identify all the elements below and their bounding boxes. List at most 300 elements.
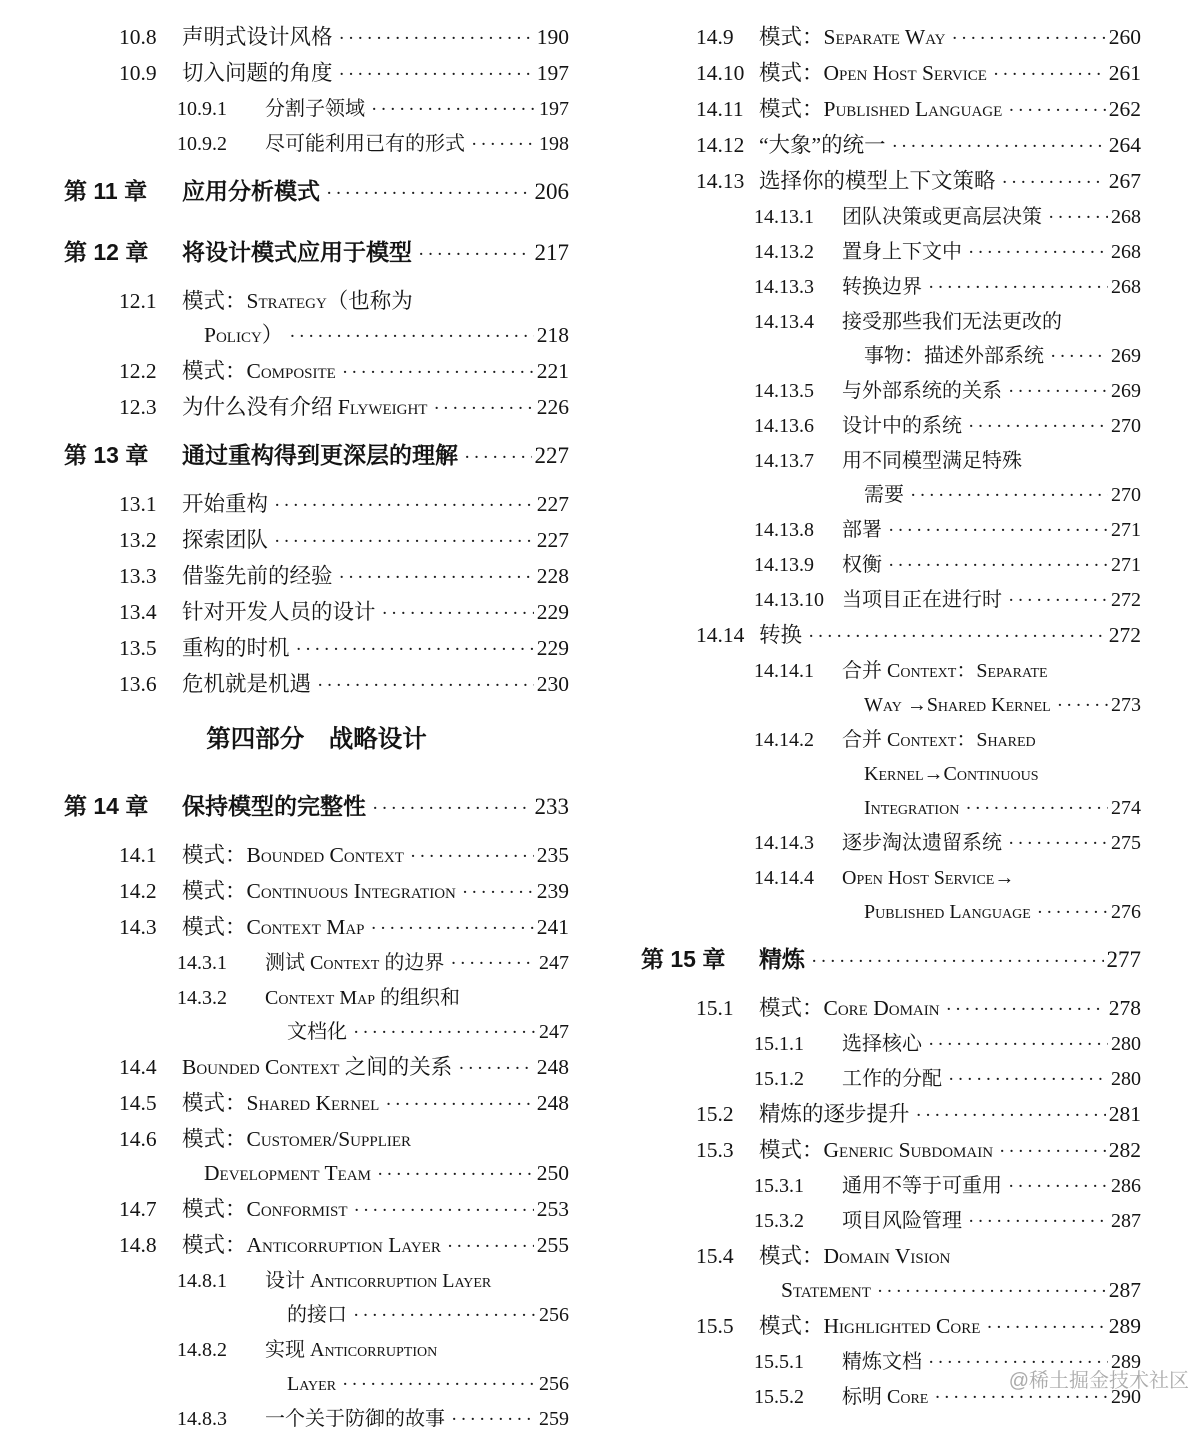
- dot-leader: [1037, 895, 1108, 930]
- page-number: 228: [536, 564, 569, 588]
- entry-body: [842, 1062, 1141, 1097]
- page-number: 250: [536, 1161, 569, 1185]
- entry-body: [759, 92, 1141, 128]
- dot-leader: [965, 791, 1108, 826]
- entry-number: 12.2: [119, 359, 157, 383]
- entry-number: 14.8.2: [177, 1339, 227, 1361]
- entry-line: [182, 487, 569, 523]
- toc-entry: [64, 667, 569, 703]
- dot-leader: [385, 1086, 533, 1122]
- entry-number: 14.6: [119, 1127, 157, 1151]
- toc-entry: [64, 390, 569, 426]
- dot-leader: [410, 838, 534, 874]
- entry-number: 14.3.2: [177, 987, 227, 1009]
- entry-line: [182, 631, 569, 667]
- entry-title-text: 借鉴先前的经验: [182, 564, 333, 588]
- entry-number: 10.9: [119, 61, 157, 85]
- dot-leader: [1008, 92, 1105, 128]
- entry-number: 14.8.1: [177, 1270, 227, 1292]
- page-number: 264: [1108, 133, 1141, 157]
- entry-number: 14.8: [119, 1233, 157, 1257]
- page-number: 198: [539, 133, 569, 155]
- dot-leader: [948, 1062, 1108, 1097]
- toc-entry: [641, 1204, 1141, 1239]
- page-number: 256: [539, 1373, 569, 1395]
- entry-body: [182, 1228, 569, 1264]
- entry-line: [182, 1156, 569, 1192]
- page-number: 197: [536, 61, 569, 85]
- toc-entry: [64, 127, 569, 162]
- watermark: @稀土掘金技术社区: [1008, 1370, 1189, 1392]
- entry-title-text: 声明式设计风格: [182, 25, 333, 49]
- entry-title-text: “大象”的统一: [759, 133, 886, 157]
- entry-body: [182, 910, 569, 946]
- dot-leader: [952, 20, 1106, 56]
- page-number: 268: [1111, 206, 1141, 228]
- entry-line: [265, 1264, 569, 1298]
- entry-number: 15.1.1: [754, 1033, 804, 1055]
- page-number: 247: [539, 1021, 569, 1043]
- entry-line: [842, 200, 1141, 235]
- page-number: 268: [1111, 276, 1141, 298]
- entry-title-text: 当项目正在进行时: [842, 589, 1002, 611]
- page-number: 226: [536, 395, 569, 419]
- entry-body: [842, 861, 1141, 930]
- entry-body: [182, 523, 569, 559]
- entry-title-text: 应用分析模式: [182, 178, 320, 204]
- toc-entry: [64, 631, 569, 667]
- entry-body: [265, 1402, 569, 1437]
- entry-line: [182, 910, 569, 946]
- dot-leader: [382, 595, 534, 631]
- dot-leader: [372, 790, 532, 826]
- entry-line: [759, 942, 1141, 979]
- entry-body: [842, 444, 1141, 513]
- entry-number: 14.13.9: [754, 554, 814, 576]
- toc-entry: [641, 444, 1141, 513]
- dot-leader: [371, 92, 536, 127]
- entry-line: [182, 354, 569, 390]
- page-number: 259: [539, 1408, 569, 1430]
- page-number: 281: [1108, 1102, 1141, 1126]
- page-number: 273: [1111, 694, 1141, 716]
- toc-entry: [64, 1402, 569, 1437]
- entry-title-text: 尽可能利用已有的形式: [265, 133, 465, 155]
- entry-line: [182, 56, 569, 92]
- dot-leader: [339, 56, 534, 92]
- entry-number: 15.3: [696, 1138, 734, 1162]
- entry-line: [759, 1309, 1141, 1345]
- entry-title-text: 设计 Anticorruption Layer: [265, 1270, 492, 1292]
- entry-line: [182, 595, 569, 631]
- toc-entry: [64, 981, 569, 1050]
- entry-number: 14.7: [119, 1197, 157, 1221]
- dot-leader: [342, 354, 534, 390]
- dot-leader: [274, 487, 534, 523]
- dot-leader: [1008, 826, 1108, 861]
- entry-title-text: Bounded Context 之间的关系: [182, 1055, 453, 1079]
- entry-line: [182, 235, 569, 272]
- toc-entry: [641, 1097, 1141, 1133]
- entry-line: [842, 1169, 1141, 1204]
- entry-line: [842, 444, 1141, 478]
- entry-title-text: 模式：Separate Way: [759, 25, 946, 49]
- entry-line: [842, 895, 1141, 930]
- entry-line: [842, 583, 1141, 618]
- entry-line: [265, 1367, 569, 1402]
- dot-leader: [451, 1402, 536, 1437]
- page-number: 269: [1111, 380, 1141, 402]
- entry-number: 13.5: [119, 636, 157, 660]
- entry-number: 14.8.3: [177, 1408, 227, 1430]
- dot-leader: [811, 943, 1104, 979]
- entry-body: [182, 1050, 569, 1086]
- page-number: 267: [1108, 169, 1141, 193]
- entry-number: 15.1: [696, 996, 734, 1020]
- entry-title-text: 需要: [864, 484, 904, 506]
- entry-line: [842, 791, 1141, 826]
- entry-line: [842, 305, 1141, 339]
- entry-number: 14.13.10: [754, 589, 824, 611]
- entry-title-text: 测试 Context 的边界: [265, 952, 445, 974]
- entry-body: [182, 1122, 569, 1192]
- entry-title-text: 重构的时机: [182, 636, 290, 660]
- entry-number: 15.3.2: [754, 1210, 804, 1232]
- page-number: 229: [536, 636, 569, 660]
- page-number: 289: [1108, 1314, 1141, 1338]
- entry-title-text: 模式：Conformist: [182, 1197, 348, 1221]
- page-number: 272: [1108, 623, 1141, 647]
- entry-line: [759, 1133, 1141, 1169]
- dot-leader: [1002, 164, 1106, 200]
- toc-entry: [64, 235, 569, 272]
- entry-number: 13.6: [119, 672, 157, 696]
- entry-body: [842, 1169, 1141, 1204]
- entry-body: [759, 164, 1141, 200]
- entry-number: 13.2: [119, 528, 157, 552]
- page-number: 248: [536, 1091, 569, 1115]
- entry-number: 12.1: [119, 289, 157, 313]
- dot-leader: [1008, 374, 1108, 409]
- entry-number: 14.14.1: [754, 660, 814, 682]
- entry-title-text: 精炼文档: [842, 1351, 922, 1373]
- entry-number: 13.3: [119, 564, 157, 588]
- page-number: 280: [1111, 1033, 1141, 1055]
- entry-number: 10.9.2: [177, 133, 227, 155]
- toc-entry: [641, 200, 1141, 235]
- entry-number: 14.14.3: [754, 832, 814, 854]
- toc-entry: [64, 1192, 569, 1228]
- entry-body: [182, 56, 569, 92]
- entry-number: 14.13.4: [754, 311, 814, 333]
- entry-number: 14.13.5: [754, 380, 814, 402]
- entry-line: [842, 654, 1141, 688]
- entry-line: [182, 667, 569, 703]
- entry-body: [182, 354, 569, 390]
- entry-number: 14.13.1: [754, 206, 814, 228]
- toc-entry: [641, 1169, 1141, 1204]
- page-number: 277: [1106, 947, 1141, 972]
- entry-title-text: 分割子领域: [265, 98, 365, 120]
- entry-body: [182, 438, 569, 475]
- toc-entry: [641, 305, 1141, 374]
- entry-title-text: 模式：Continuous Integration: [182, 879, 456, 903]
- entry-number: 14.1: [119, 843, 157, 867]
- entry-body: [759, 1309, 1141, 1345]
- entry-line: [759, 991, 1141, 1027]
- entry-title-text: 实现 Anticorruption: [265, 1339, 438, 1361]
- entry-number: 14.12: [696, 133, 745, 157]
- dot-leader: [968, 235, 1108, 270]
- dot-leader: [353, 1015, 536, 1050]
- entry-body: [759, 1239, 1141, 1309]
- entry-number: 15.1.2: [754, 1068, 804, 1090]
- entry-body: [842, 270, 1141, 305]
- dot-leader: [808, 618, 1106, 654]
- entry-title-text: 标明 Core: [842, 1386, 929, 1408]
- entry-title-text: 模式：Bounded Context: [182, 843, 404, 867]
- toc-entry: [641, 861, 1141, 930]
- page-number: 275: [1111, 832, 1141, 854]
- dot-leader: [317, 667, 534, 703]
- entry-body: [842, 374, 1141, 409]
- toc-column-right: [641, 20, 1141, 1437]
- entry-body: [759, 991, 1141, 1027]
- toc-entry: [64, 789, 569, 826]
- entry-title-text: Published Language: [864, 901, 1031, 923]
- toc-entry: [641, 548, 1141, 583]
- toc-entry: [64, 874, 569, 910]
- page-number: 282: [1108, 1138, 1141, 1162]
- toc-entry: [641, 374, 1141, 409]
- entry-title-text: 模式：Domain Vision: [759, 1244, 951, 1268]
- dot-leader: [354, 1192, 534, 1228]
- page-number: 230: [536, 672, 569, 696]
- dot-leader: [464, 439, 532, 475]
- toc-entry: [641, 128, 1141, 164]
- entry-title-text: 转换: [759, 623, 803, 647]
- page-number: 253: [536, 1197, 569, 1221]
- page-number: 206: [534, 179, 569, 204]
- dot-leader: [462, 874, 534, 910]
- dot-leader: [377, 1156, 534, 1192]
- toc-entry: [64, 174, 569, 211]
- dot-leader: [289, 318, 533, 354]
- entry-body: [759, 20, 1141, 56]
- entry-line: [182, 874, 569, 910]
- entry-body: [842, 200, 1141, 235]
- entry-body: [182, 1086, 569, 1122]
- entry-title-text: 文档化: [287, 1021, 347, 1043]
- entry-line: [842, 478, 1141, 513]
- dot-leader: [447, 1228, 534, 1264]
- toc-entry: [641, 409, 1141, 444]
- entry-title-text: Context Map 的组织和: [265, 987, 461, 1009]
- entry-number: 14.13.3: [754, 276, 814, 298]
- page-number: 229: [536, 600, 569, 624]
- entry-number: 第 11 章: [64, 178, 148, 204]
- entry-line: [182, 174, 569, 211]
- entry-line: [265, 1402, 569, 1437]
- entry-number: 14.13.2: [754, 241, 814, 263]
- entry-number: 15.5.2: [754, 1386, 804, 1408]
- toc-entry: [64, 1086, 569, 1122]
- dot-leader: [968, 1204, 1108, 1239]
- entry-title-text: 模式：Composite: [182, 359, 336, 383]
- page-number: 227: [534, 443, 569, 468]
- entry-title-text: 通过重构得到更深层的理解: [182, 442, 458, 468]
- entry-title-text: Policy）: [204, 323, 284, 347]
- entry-title-text: 通用不等于可重用: [842, 1175, 1002, 1197]
- toc-entry: [641, 270, 1141, 305]
- page-number: 221: [536, 359, 569, 383]
- entry-title-text: 选择核心: [842, 1033, 922, 1055]
- entry-title-text: 逐步淘汰遗留系统: [842, 832, 1002, 854]
- entry-number: 14.10: [696, 61, 745, 85]
- toc-entry: [64, 56, 569, 92]
- entry-title-text: 事物：描述外部系统: [864, 345, 1044, 367]
- entry-number: 10.8: [119, 25, 157, 49]
- entry-line: [182, 523, 569, 559]
- entry-line: [759, 128, 1141, 164]
- dot-leader: [968, 409, 1108, 444]
- page-number: 290: [1111, 1386, 1141, 1408]
- page-number: 235: [536, 843, 569, 867]
- toc-column-left: [64, 20, 569, 1437]
- page-number: 272: [1111, 589, 1141, 611]
- toc-entry: [641, 942, 1141, 979]
- toc-entry: [64, 559, 569, 595]
- entry-title-text: 选择你的模型上下文策略: [759, 169, 996, 193]
- entry-line: [182, 284, 569, 318]
- page-number: 276: [1111, 901, 1141, 923]
- entry-number: 14.14.4: [754, 867, 814, 889]
- entry-body: [759, 1133, 1141, 1169]
- dot-leader: [339, 559, 534, 595]
- entry-number: 14.14.2: [754, 729, 814, 751]
- entry-title-text: 模式：Shared Kernel: [182, 1091, 380, 1115]
- entry-title-text: Integration: [864, 797, 960, 819]
- entry-body: [842, 654, 1141, 723]
- toc-entry: [641, 826, 1141, 861]
- page-number: 289: [1111, 1351, 1141, 1373]
- entry-line: [182, 1192, 569, 1228]
- toc-entry: [64, 723, 569, 757]
- toc-entry: [64, 910, 569, 946]
- entry-title-text: Kernel→Continuous: [864, 763, 1039, 785]
- dot-leader: [993, 56, 1106, 92]
- toc-entry: [641, 20, 1141, 56]
- entry-line: [265, 981, 569, 1015]
- entry-line: [759, 56, 1141, 92]
- entry-title-text: 合并 Context：Shared: [842, 729, 1036, 751]
- entry-line: [182, 1228, 569, 1264]
- entry-number: 第 13 章: [64, 442, 149, 468]
- page-number: 239: [536, 879, 569, 903]
- entry-title-text: 模式：Highlighted Core: [759, 1314, 981, 1338]
- toc-entry: [64, 523, 569, 559]
- dot-leader: [1050, 339, 1108, 374]
- entry-title-text: 探索团队: [182, 528, 269, 552]
- entry-line: [842, 1204, 1141, 1239]
- entry-body: [759, 56, 1141, 92]
- toc-entry: [641, 1133, 1141, 1169]
- page-number: 270: [1111, 415, 1141, 437]
- entry-title-text: 模式：Strategy（也称为: [182, 289, 413, 313]
- toc-entry: [641, 235, 1141, 270]
- entry-number: 14.11: [696, 97, 744, 121]
- entry-line: [265, 1298, 569, 1333]
- entry-number: 13.1: [119, 492, 157, 516]
- entry-title-text: 权衡: [842, 554, 882, 576]
- entry-number: 第 14 章: [64, 793, 149, 819]
- page-number: 247: [539, 952, 569, 974]
- entry-line: [842, 826, 1141, 861]
- entry-title-text: 合并 Context：Separate: [842, 660, 1048, 682]
- page-number: 190: [536, 25, 569, 49]
- entry-number: 第 12 章: [64, 239, 149, 265]
- entry-number: 14.14: [696, 623, 745, 647]
- entry-title-text: 将设计模式应用于模型: [182, 239, 412, 265]
- entry-title-text: 模式：Customer/Supplier: [182, 1127, 412, 1151]
- page-number: 280: [1111, 1068, 1141, 1090]
- entry-number: 15.3.1: [754, 1175, 804, 1197]
- page-number: 268: [1111, 241, 1141, 263]
- entry-body: [265, 981, 569, 1050]
- entry-line: [759, 164, 1141, 200]
- dot-leader: [946, 991, 1106, 1027]
- entry-title-text: 针对开发人员的设计: [182, 600, 376, 624]
- entry-line: [759, 618, 1141, 654]
- page-number: 197: [539, 98, 569, 120]
- entry-number: 15.4: [696, 1244, 734, 1268]
- entry-body: [842, 1027, 1141, 1062]
- entry-body: [182, 284, 569, 354]
- page-number: 278: [1108, 996, 1141, 1020]
- dot-leader: [910, 478, 1108, 513]
- entry-line: [842, 688, 1141, 723]
- entry-body: [182, 1192, 569, 1228]
- toc-entry: [64, 487, 569, 523]
- toc-entry: [641, 1239, 1141, 1309]
- entry-line: [265, 1015, 569, 1050]
- page-number: 260: [1108, 25, 1141, 49]
- part-heading: 第四部分 战略设计: [206, 726, 427, 753]
- toc-entry: [641, 723, 1141, 826]
- dot-leader: [433, 390, 533, 426]
- entry-line: [182, 789, 569, 826]
- entry-title-text: Development Team: [204, 1161, 371, 1185]
- entry-body: [842, 1204, 1141, 1239]
- toc-entry: [64, 92, 569, 127]
- entry-line: [759, 1097, 1141, 1133]
- entry-body: [842, 305, 1141, 374]
- entry-body: [842, 723, 1141, 826]
- entry-title-text: 模式：Anticorruption Layer: [182, 1233, 441, 1257]
- entry-number: 12.3: [119, 395, 157, 419]
- page-number: 241: [536, 915, 569, 939]
- entry-body: [182, 874, 569, 910]
- entry-line: [842, 1027, 1141, 1062]
- toc-entry: [641, 92, 1141, 128]
- entry-body: [265, 92, 569, 127]
- entry-body: [182, 789, 569, 826]
- dot-leader: [471, 127, 536, 162]
- entry-title-text: Layer: [287, 1373, 337, 1395]
- page-number: 270: [1111, 484, 1141, 506]
- entry-title-text: 保持模型的完整性: [182, 793, 366, 819]
- page-number: 271: [1111, 519, 1141, 541]
